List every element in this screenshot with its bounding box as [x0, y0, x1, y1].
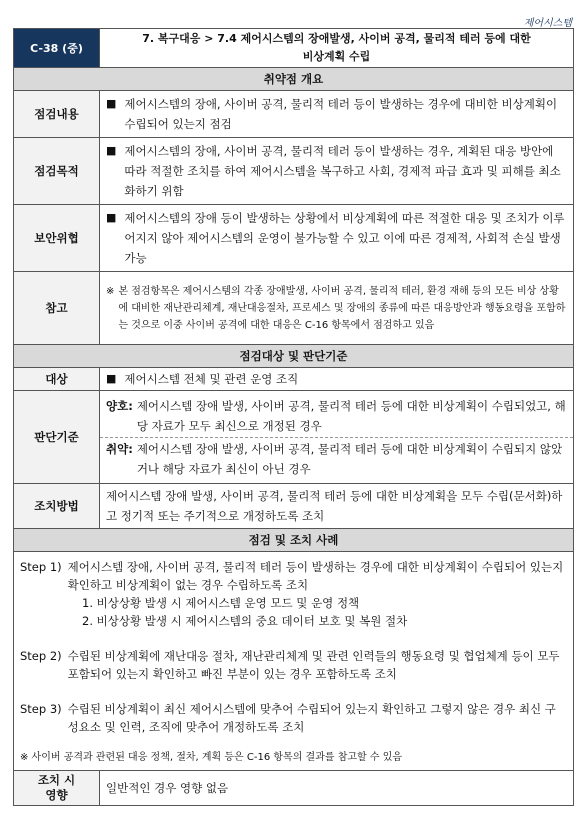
- criteria-weak: [100, 438, 573, 480]
- criteria-good: [100, 395, 573, 437]
- reference-mark: ※: [106, 285, 115, 297]
- impact-text: 일반적인 경우 영향 없음: [100, 771, 574, 806]
- row-reference: [14, 272, 574, 345]
- row-target: [14, 368, 574, 391]
- section-heading-criteria: 점검대상 및 판단기준: [14, 345, 574, 368]
- step-text: 수립된 비상계획이 최신 제어시스템에 맞추어 수립되어 있는지 확인하고 그렇지 않은 경우 최신 구성요소 및 인력, 조직에 맞추어 개정하도록 조치: [67, 702, 556, 734]
- bullet-icon: ■: [106, 372, 117, 385]
- item-title-line1: 7. 복구대응 > 7.4 제어시스템의 장애발생, 사이버 공격, 물리적 테러 등에 대한: [142, 32, 531, 45]
- row-text: 제어시스템 장애 발생, 사이버 공격, 물리적 테러 등에 대한 비상계획을 모두 수립(문서화)하고 정기적 또는 주기적으로 개정하도록 조치: [100, 484, 574, 529]
- criteria-good-text: 제어시스템 장애 발생, 사이버 공격, 물리적 테러 등에 대한 비상계획이 수립되었고, 해당 자료가 모두 최신으로 개정된 경우: [136, 398, 566, 433]
- reference-text: 본 점검항목은 제어시스템의 각종 장애발생, 사이버 공격, 물리적 테러, 환경 재해 등의 모든 비상 상황에 대비한 재난관리체계, 재난대응절차, 프로세스 및 장애의 종류에 따른 대응방안과 행동요령을 포함하는 것으로 이중 사이버 공격에 대한 대응은 C-16 항목에서 점검하고 있음: [118, 285, 566, 331]
- criteria-weak-text: 제어시스템 장애 발생, 사이버 공격, 물리적 테러 등에 대한 비상계획이 수립되지 않았거나 해당 자료가 최신이 아닌 경우: [136, 441, 563, 476]
- row-label: 보안위협: [14, 205, 100, 272]
- row-label: 판단기준: [14, 391, 100, 484]
- step-text: 수립된 비상계획에 재난대응 절차, 재난관리체계 및 관련 인력들의 행동요령 및 협업체계 등이 모두 포함되어 있는지 확인하고 빠진 부분이 있는 경우 포함하도록 조치: [67, 649, 560, 681]
- item-id: C-38 (중): [14, 29, 100, 68]
- row-text: 제어시스템 전체 및 관련 운영 조직: [124, 372, 299, 386]
- impact-label-line2: 영향: [45, 788, 68, 802]
- list-item: 1. 비상상황 발생 시 제어시스템 운영 모드 및 운영 정책: [82, 596, 360, 610]
- row-inspection-purpose: [14, 138, 574, 205]
- inspection-item-table: [13, 28, 574, 806]
- row-label: 점검목적: [14, 138, 100, 205]
- document-category-label: 제어시스템: [523, 18, 572, 29]
- list-item: 2. 비상상황 발생 시 제어시스템의 중요 데이터 보호 및 복원 절차: [82, 614, 408, 628]
- step-1: [20, 558, 565, 594]
- step-label: Step 2): [20, 649, 62, 663]
- row-inspection-content: [14, 91, 574, 138]
- row-text: 제어시스템의 장애, 사이버 공격, 물리적 테러 등이 발생하는 경우에 대비한 비상계획이 수립되어 있는지 점검: [124, 97, 558, 131]
- step-3: [20, 700, 565, 736]
- row-label: 대상: [14, 368, 100, 391]
- row-label: 조치방법: [14, 484, 100, 529]
- section-heading-vulnerability: 취약점 개요: [14, 68, 574, 91]
- criteria-good-key: 양호:: [106, 398, 133, 413]
- item-header-row: [14, 29, 574, 68]
- bullet-icon: ■: [106, 211, 117, 224]
- step-label: Step 3): [20, 702, 62, 716]
- bullet-icon: ■: [106, 144, 117, 157]
- bullet-icon: ■: [106, 97, 117, 110]
- section-heading-examples: 점검 및 조치 사례: [14, 529, 574, 552]
- row-impact: [14, 771, 574, 806]
- row-action-method: [14, 484, 574, 529]
- impact-label-line1: 조치 시: [37, 773, 76, 787]
- row-text: 제어시스템의 장애 등이 발생하는 상황에서 비상계획에 따른 적절한 대응 및 조치가 이루어지지 않아 제어시스템의 운영이 불가능할 수 있고 이에 따른 경제적, 사회적 손실 발생 가능: [124, 211, 565, 265]
- step-text: 제어시스템 장애, 사이버 공격, 물리적 테러 등이 발생하는 경우에 대한 비상계획이 수립되어 있는지 확인하고 비상계획이 없는 경우 수립하도록 조치: [67, 560, 564, 592]
- step-1-sub-list: [20, 594, 565, 630]
- item-title-line2: 비상계획 수립: [302, 50, 371, 63]
- row-security-threat: [14, 205, 574, 272]
- step-label: Step 1): [20, 560, 62, 574]
- item-title: [100, 29, 574, 68]
- criteria-weak-key: 취약:: [106, 441, 133, 456]
- row-text: 제어시스템의 장애, 사이버 공격, 물리적 테러 등이 발생하는 경우, 계획된 대응 방안에 따라 적절한 조치를 하여 제어시스템을 복구하고 사회, 경제적 파급 효과 및 피해를 최소화하기 위함: [124, 144, 561, 198]
- row-label: 참고: [14, 272, 100, 345]
- row-steps: [14, 552, 574, 771]
- row-label: 점검내용: [14, 91, 100, 138]
- step-2: [20, 647, 565, 683]
- examples-note: ※ 사이버 공격과 관련된 대응 정책, 절차, 계획 등은 C-16 항목의 결과를 참고할 수 있음: [20, 752, 403, 763]
- row-judgment-criteria: [14, 391, 574, 484]
